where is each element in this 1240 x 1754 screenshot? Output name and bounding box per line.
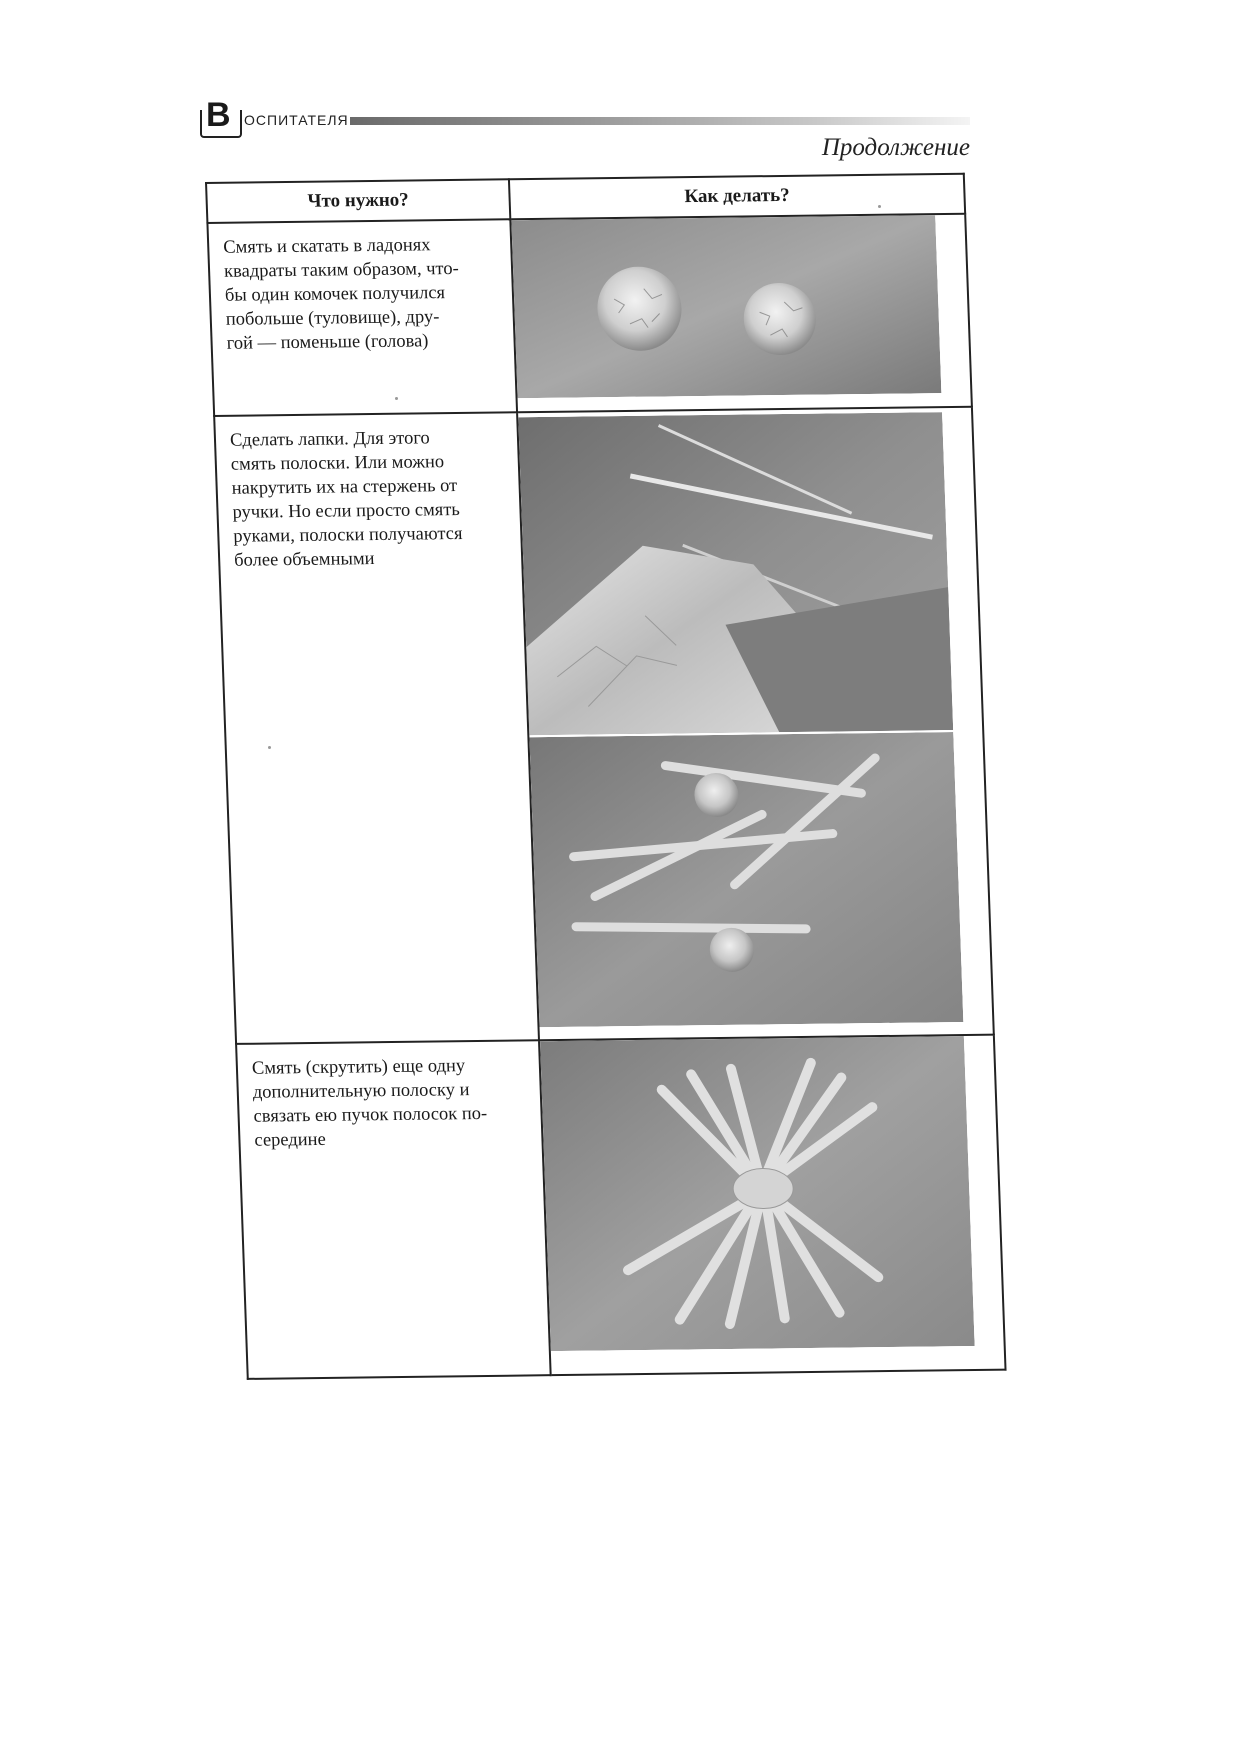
step-line: Смять (скрутить) еще одну — [251, 1056, 466, 1080]
section-title: ОСПИТАТЕЛЯ — [244, 112, 349, 128]
section-letter: В — [206, 96, 231, 134]
step-line: ручки. Но если просто смять — [232, 499, 461, 523]
step-line: гой — поменьше (голова) — [226, 331, 429, 354]
step-3-text — [237, 1042, 542, 1154]
photo-two-foil-balls — [511, 215, 941, 398]
step-text-cell — [236, 1041, 551, 1379]
step-text-cell — [207, 219, 517, 415]
scan-speck — [268, 746, 271, 749]
step-line: смять полоски. Или можно — [230, 451, 445, 475]
step-photo-cell — [539, 1035, 1006, 1375]
section-letter-box — [200, 96, 242, 138]
step-line: дополнительную полоску и — [252, 1080, 470, 1104]
step-2-text — [215, 413, 521, 573]
step-line: связать ею пучок полосок по- — [253, 1104, 488, 1128]
step-line: Смять и скатать в ладонях — [222, 235, 431, 258]
step-text-cell — [214, 412, 539, 1044]
photo-foil-strips-and-sheet — [518, 412, 953, 735]
header-what-needed: Что нужно? — [206, 179, 510, 223]
step-line: накрутить их на стержень от — [231, 475, 458, 499]
step-photo-cell — [517, 406, 994, 1040]
step-line: середине — [254, 1130, 327, 1152]
table-row — [207, 214, 971, 416]
photo-balls-with-rolled-legs — [529, 732, 963, 1027]
step-1-text — [208, 220, 514, 356]
scan-speck — [878, 205, 881, 208]
photo-bundle-tied-in-middle — [540, 1036, 975, 1351]
header-gradient-bar — [350, 117, 970, 125]
step-line: бы один комочек получился — [224, 283, 446, 306]
continuation-label: Продолжение — [821, 134, 970, 161]
table-row — [214, 406, 994, 1044]
instruction-table — [205, 173, 1007, 1380]
instruction-table-wrapper — [205, 173, 1005, 1380]
step-line: квадраты таким образом, что- — [223, 258, 460, 282]
step-photo-cell — [510, 214, 972, 412]
header-how-to-do: Как делать? — [509, 174, 965, 220]
step-line: Сделать лапки. Для этого — [229, 428, 431, 451]
step-line: руками, полоски получаются — [233, 523, 463, 547]
step-line: побольше (туловище), дру- — [225, 307, 440, 330]
scan-speck — [395, 397, 398, 400]
step-line: более объемными — [233, 548, 375, 571]
table-row — [236, 1035, 1005, 1379]
